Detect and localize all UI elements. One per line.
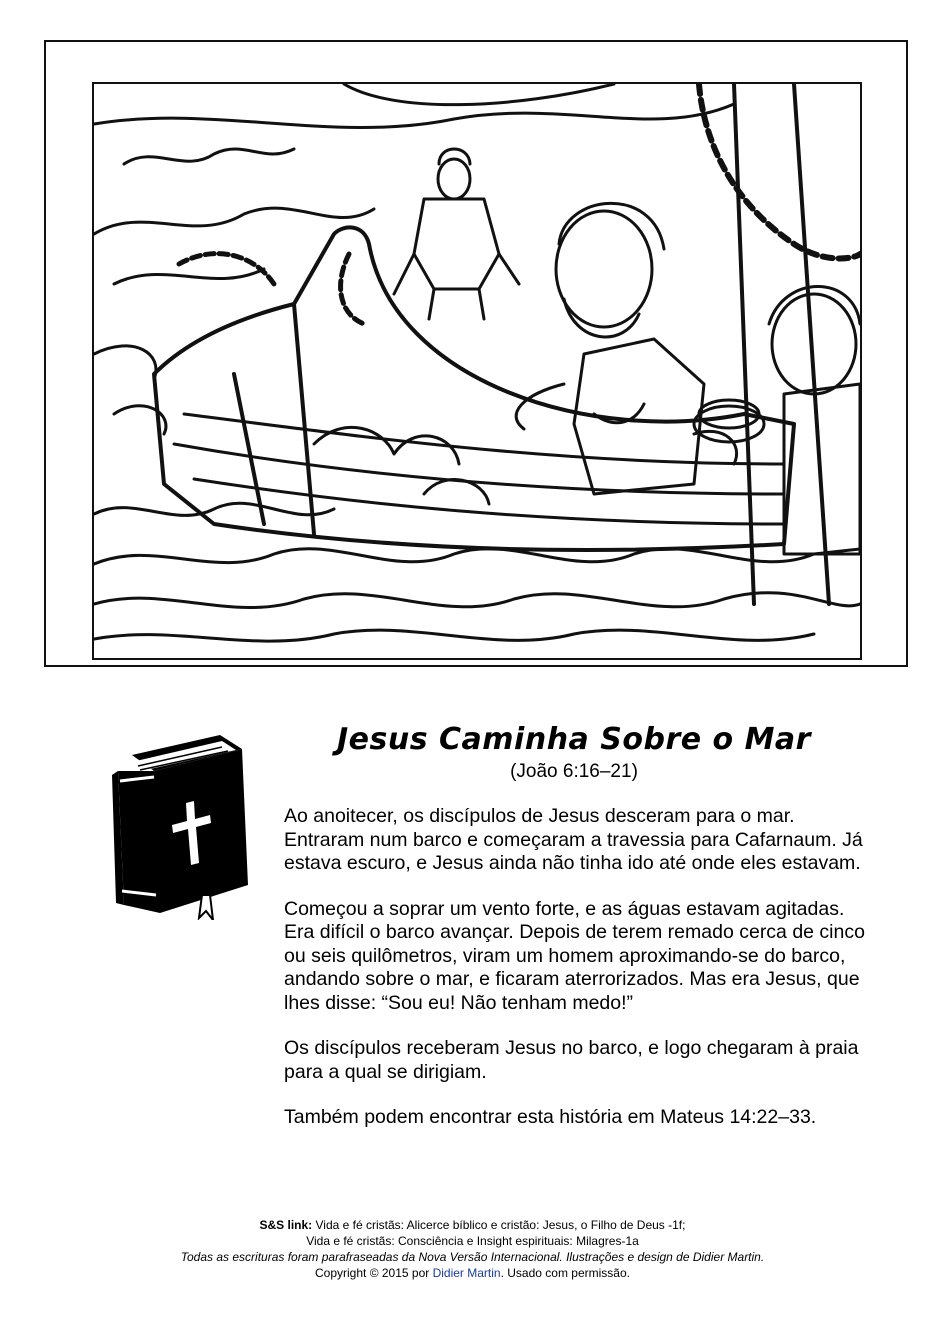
story-paragraph: Ao anoitecer, os discípulos de Jesus desceram para o mar. Entraram num barco e começaram a travessia para Cafarnaum. Já estava escuro, e Jesus ainda não tinha ido até onde eles estavam. — [284, 805, 863, 874]
scripture-note: Todas as escrituras foram parafraseadas da Nova Versão Internacional. Ilustrações e design de Didier Martin. — [180, 1250, 765, 1264]
coloring-illustration — [92, 82, 862, 660]
story-title: Jesus Caminha Sobre o Mar — [337, 722, 811, 757]
scripture-reference: (João 6:16–21) — [510, 761, 638, 782]
ss-link-label: S&S link: — [259, 1218, 313, 1232]
ss-link-line-1 — [0, 1217, 945, 1233]
copyright-suffix: . Usado com permissão. — [500, 1266, 630, 1280]
copyright-line — [0, 1265, 945, 1281]
ss-link-line-2: Vida e fé cristãs: Consciência e Insight espirituais: Milagres-1a — [306, 1234, 639, 1248]
copyright-prefix: Copyright © 2015 por — [315, 1266, 433, 1280]
story-paragraph: Os discípulos receberam Jesus no barco, e logo chegaram à praia para a qual se dirigiam. — [284, 1037, 859, 1083]
ss-link-text-1: Vida e fé cristãs: Alicerce bíblico e cristão: Jesus, o Filho de Deus -1f; — [312, 1218, 686, 1232]
author-link[interactable]: Didier Martin — [432, 1266, 501, 1280]
story-body — [284, 805, 874, 1152]
story-paragraph: Também podem encontrar esta história em Mateus 14:22–33. — [284, 1106, 817, 1128]
footer — [0, 1217, 945, 1281]
bible-book-icon — [110, 735, 248, 920]
story-paragraph: Começou a soprar um vento forte, e as águas estavam agitadas. Era difícil o barco avançar. Depois de terem remado cerca de cinco ou seis quilômetros, viram um homem aproximando-se do barco, andando sobre o mar, e ficaram aterrorizados. Mas era Jesus, que lhes disse: “Sou eu! Não tenham medo!” — [284, 897, 865, 1014]
